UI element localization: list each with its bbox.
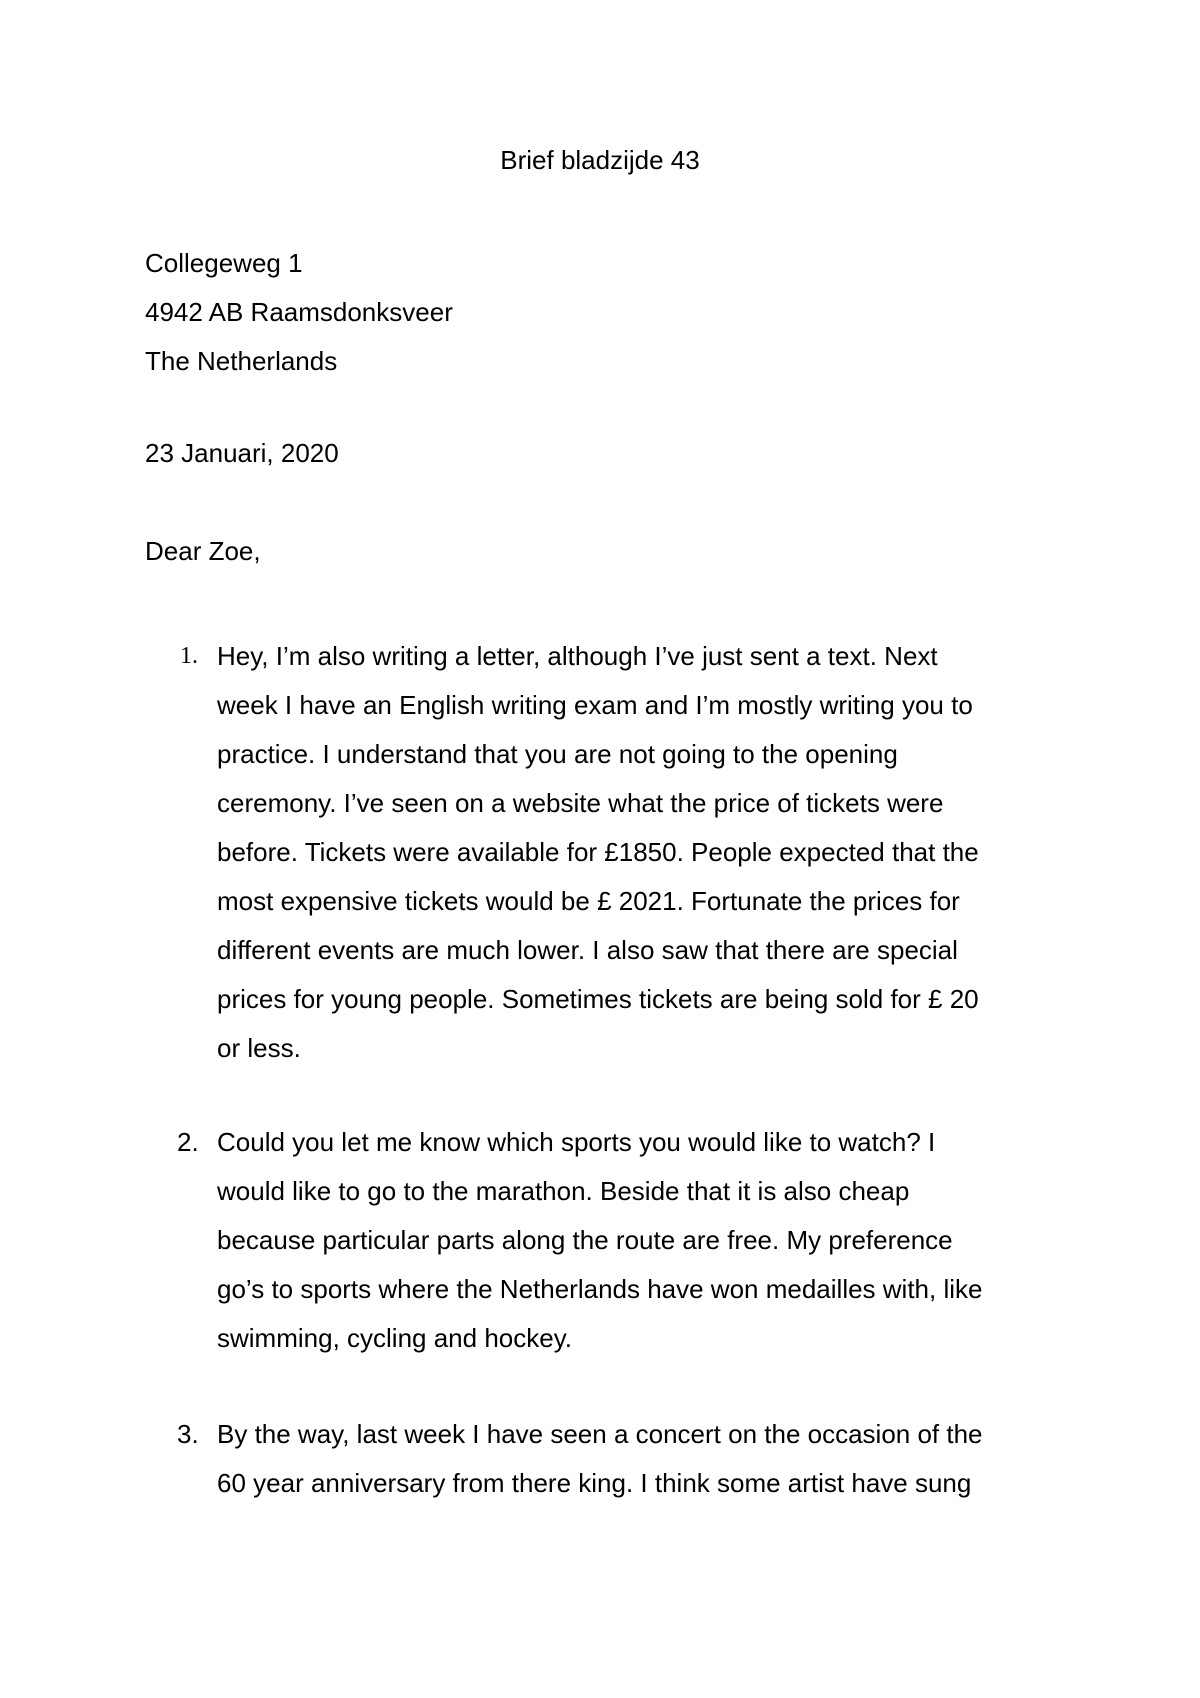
- list-item-number: 3.: [177, 1419, 199, 1449]
- greeting: Dear Zoe,: [145, 536, 261, 566]
- list-item: [145, 1410, 1065, 1508]
- address-line-country: The Netherlands: [145, 346, 338, 376]
- text-line: before. Tickets were available for £1850. People expected that the: [217, 837, 979, 867]
- text-line: Hey, I’m also writing a letter, although I’ve just sent a text. Next: [217, 641, 938, 671]
- text-line: ceremony. I’ve seen on a website what the price of tickets were: [217, 788, 944, 818]
- text-line: would like to go to the marathon. Beside that it is also cheap: [217, 1176, 910, 1206]
- list-item-number: 1.: [180, 643, 198, 669]
- text-line: most expensive tickets would be £ 2021. Fortunate the prices for: [217, 886, 960, 916]
- address-line-city: 4942 AB Raamsdonksveer: [145, 297, 453, 327]
- letter-date: 23 Januari, 2020: [145, 438, 339, 468]
- text-line: Could you let me know which sports you would like to watch? I: [217, 1127, 936, 1157]
- document-title: Brief bladzijde 43: [500, 145, 700, 175]
- sender-address: [145, 239, 453, 386]
- list-item: [145, 1118, 1065, 1363]
- list-item-text: [217, 1118, 1067, 1363]
- list-item-text: [217, 632, 1067, 1073]
- text-line: week I have an English writing exam and I’m mostly writing you to: [217, 690, 973, 720]
- text-line: because particular parts along the route are free. My preference: [217, 1225, 953, 1255]
- list-item-number: 2.: [177, 1127, 199, 1157]
- text-line: 60 year anniversary from there king. I think some artist have sung: [217, 1468, 972, 1498]
- text-line: swimming, cycling and hockey.: [217, 1323, 572, 1353]
- address-line-street: Collegeweg 1: [145, 248, 303, 278]
- text-line: go’s to sports where the Netherlands have won medailles with, like: [217, 1274, 983, 1304]
- list-item: [145, 632, 1065, 1073]
- list-item-text: [217, 1410, 1067, 1508]
- text-line: different events are much lower. I also saw that there are special: [217, 935, 958, 965]
- text-line: or less.: [217, 1033, 301, 1063]
- text-line: prices for young people. Sometimes tickets are being sold for £ 20: [217, 984, 979, 1014]
- text-line: practice. I understand that you are not going to the opening: [217, 739, 898, 769]
- text-line: By the way, last week I have seen a concert on the occasion of the: [217, 1419, 983, 1449]
